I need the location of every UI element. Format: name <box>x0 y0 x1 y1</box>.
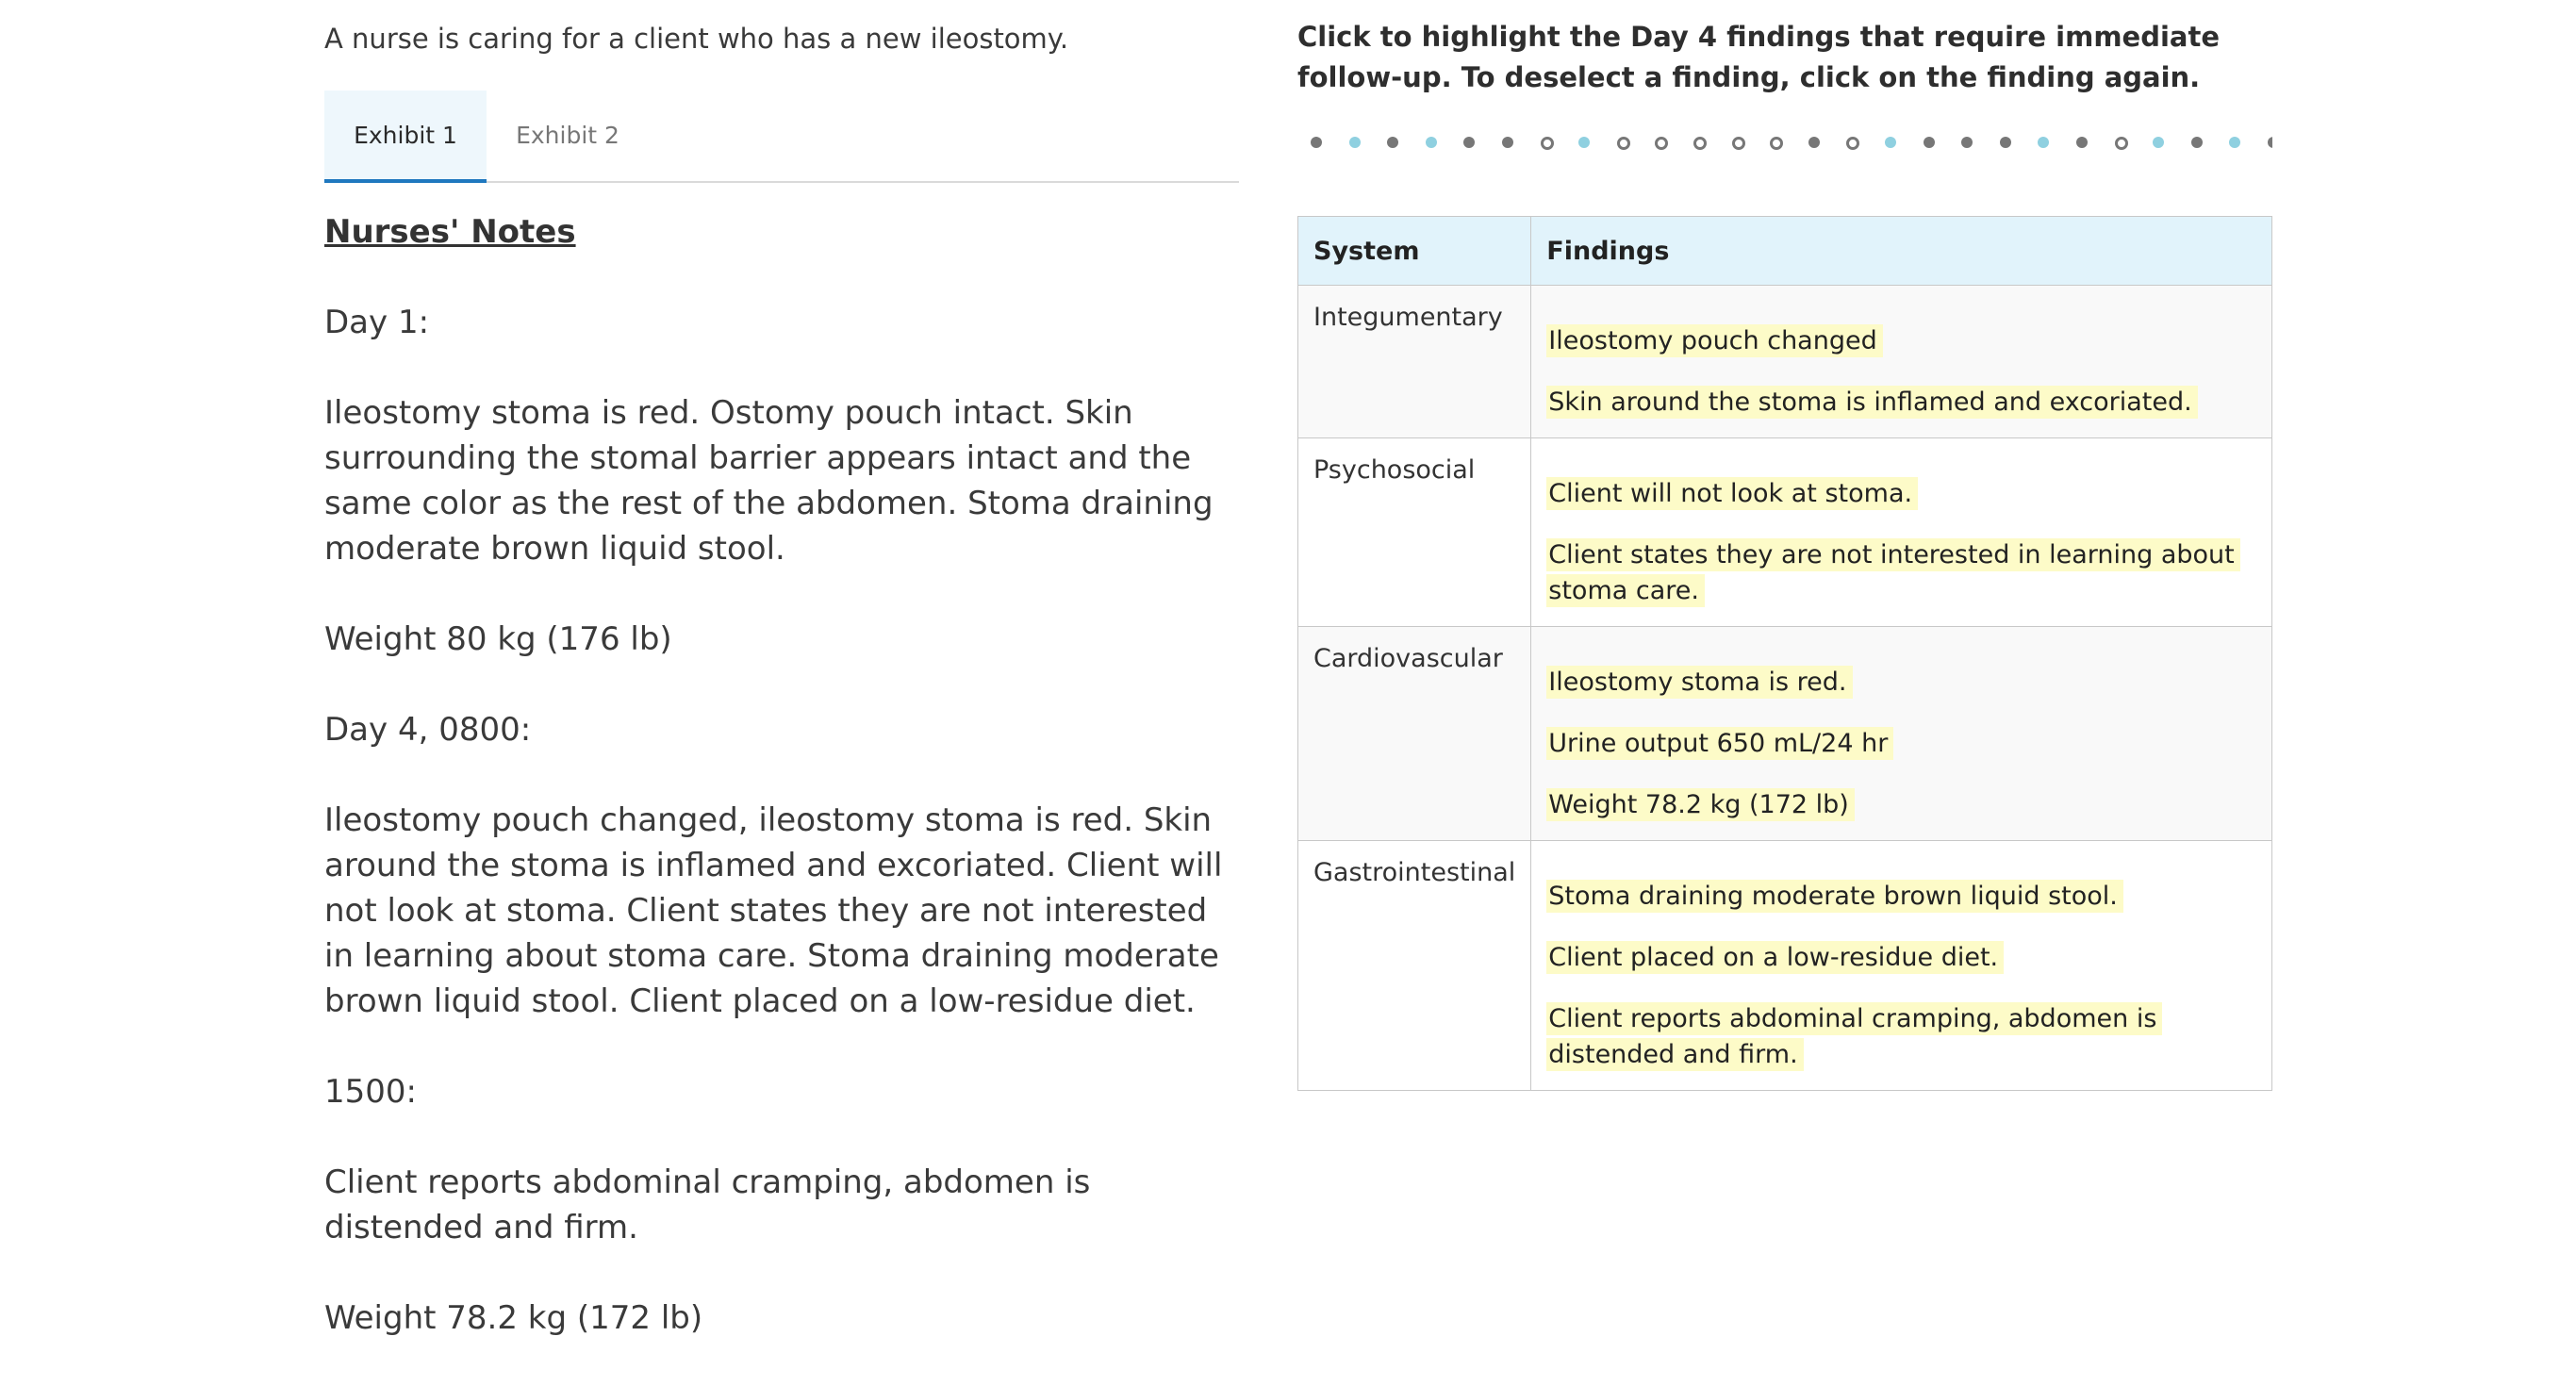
divider-dot <box>2000 137 2011 148</box>
divider-dot <box>2153 137 2164 148</box>
divider-dot <box>1808 137 1820 148</box>
divider-dot <box>1961 137 1973 148</box>
divider-dot <box>1426 137 1437 148</box>
system-cell: Gastrointestinal <box>1298 841 1531 1091</box>
divider-dot <box>1732 137 1745 150</box>
divider-dot <box>2076 137 2088 148</box>
divider-dot <box>2038 137 2049 148</box>
finding-option[interactable]: Client states they are not interested in learning about stoma care. <box>1546 538 2239 607</box>
divider-dot <box>1349 137 1361 148</box>
findings-table <box>1297 216 2272 1091</box>
table-row <box>1298 438 2272 627</box>
finding-option[interactable]: Stoma draining moderate brown liquid stool. <box>1546 880 2123 913</box>
divider-dot <box>1578 137 1590 148</box>
exhibit-tabs <box>324 91 1239 183</box>
findings-cell <box>1531 438 2272 627</box>
finding-option[interactable]: Ileostomy stoma is red. <box>1546 666 1852 699</box>
divider-dot <box>1655 137 1668 150</box>
findings-cell <box>1531 841 2272 1091</box>
header-system: System <box>1298 217 1531 286</box>
finding-option[interactable]: Skin around the stoma is inflamed and excoriated. <box>1546 386 2197 419</box>
findings-cell <box>1531 627 2272 841</box>
divider-dot <box>2268 137 2272 148</box>
question-instructions: Click to highlight the Day 4 findings that require immediate follow-up. To deselect a finding, click on the finding again. <box>1297 21 2221 93</box>
divider-dot <box>1693 137 1707 150</box>
divider-dot <box>1387 137 1398 148</box>
findings-cell <box>1531 286 2272 438</box>
dotted-divider <box>1297 135 2272 150</box>
finding-option[interactable]: Client will not look at stoma. <box>1546 477 1918 510</box>
divider-dot <box>1311 137 1322 148</box>
note-paragraph: Ileostomy pouch changed, ileostomy stoma is red. Skin around the stoma is inflamed and excoriated. Client will not look at stoma. Client states they are not interested in learning about stoma care. Stoma draining moderate brown liquid stool. Client placed on a low-residue diet. <box>324 801 1223 1020</box>
divider-dot <box>1770 137 1783 150</box>
scenario-text: A nurse is caring for a client who has a new ileostomy. <box>324 23 1069 55</box>
divider-dot <box>1846 137 1859 150</box>
note-paragraph: Weight 78.2 kg (172 lb) <box>324 1299 703 1337</box>
finding-option[interactable]: Urine output 650 mL/24 hr <box>1546 727 1893 760</box>
header-findings: Findings <box>1531 217 2272 286</box>
note-paragraph: Day 4, 0800: <box>324 711 532 749</box>
finding-option[interactable]: Client placed on a low-residue diet. <box>1546 941 2004 974</box>
table-header-row <box>1298 217 2272 286</box>
table-row <box>1298 286 2272 438</box>
note-paragraph: Client reports abdominal cramping, abdomen is distended and firm. <box>324 1163 1091 1246</box>
system-cell: Psychosocial <box>1298 438 1531 627</box>
divider-dot <box>2229 137 2240 148</box>
note-paragraph: 1500: <box>324 1073 417 1111</box>
note-paragraph: Weight 80 kg (176 lb) <box>324 620 672 658</box>
nurses-notes <box>324 209 1239 1386</box>
divider-dot <box>1541 137 1554 150</box>
divider-dot <box>2191 137 2203 148</box>
table-row <box>1298 627 2272 841</box>
divider-dot <box>1885 137 1896 148</box>
divider-dot <box>2115 137 2128 150</box>
divider-dot <box>1924 137 1935 148</box>
system-cell: Cardiovascular <box>1298 627 1531 841</box>
tab-exhibit-1[interactable]: Exhibit 1 <box>324 91 487 183</box>
notes-title: Nurses' Notes <box>324 213 576 251</box>
finding-option[interactable]: Client reports abdominal cramping, abdomen is distended and firm. <box>1546 1002 2162 1071</box>
note-paragraph: Ileostomy stoma is red. Ostomy pouch intact. Skin surrounding the stomal barrier appears intact and the same color as the rest of the abdomen. Stoma draining moderate brown liquid stool. <box>324 394 1214 568</box>
table-row <box>1298 841 2272 1091</box>
note-paragraph: Day 1: <box>324 304 430 341</box>
finding-option[interactable]: Weight 78.2 kg (172 lb) <box>1546 788 1855 821</box>
divider-dot <box>1502 137 1513 148</box>
divider-dot <box>1617 137 1630 150</box>
finding-option[interactable]: Ileostomy pouch changed <box>1546 324 1882 357</box>
system-cell: Integumentary <box>1298 286 1531 438</box>
tab-exhibit-2[interactable]: Exhibit 2 <box>516 122 619 149</box>
divider-dot <box>1463 137 1475 148</box>
